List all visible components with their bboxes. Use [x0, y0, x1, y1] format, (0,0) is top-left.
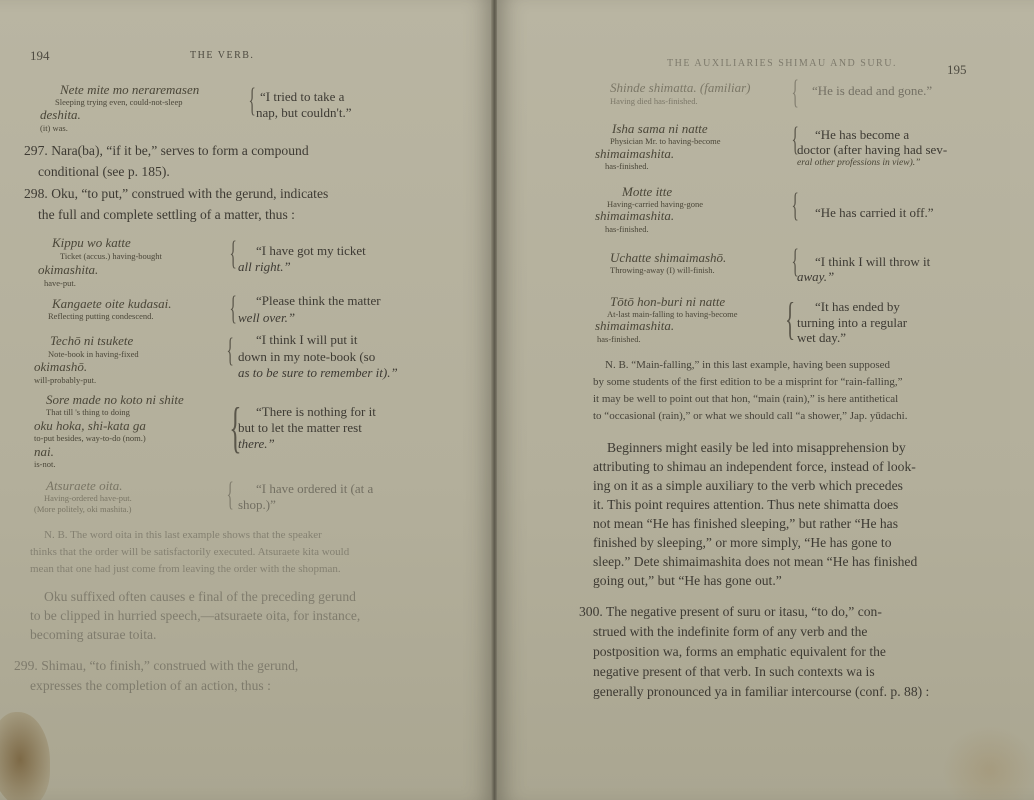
translation-line: “I have got my ticket	[256, 243, 366, 258]
gloss-line: to-put besides, way-to-do (nom.)	[34, 433, 146, 443]
japanese-line: oku hoka, shi-kata ga	[34, 418, 146, 433]
gloss-line: has-finished.	[597, 334, 641, 344]
gloss-line: Sleeping trying even, could-not-sleep	[55, 97, 183, 107]
translation-line: all right.”	[238, 259, 291, 274]
gloss-line: Having-carried having-gone	[607, 199, 704, 209]
section-300-line: negative present of that verb. In such contexts wa is	[593, 664, 875, 679]
translation-line: shop.)”	[238, 497, 276, 512]
japanese-line: Motte itte	[622, 184, 673, 199]
brace: {	[791, 121, 799, 158]
translation-line: eral other professions in view).”	[797, 158, 921, 168]
section-300-line: generally pronounced ya in familiar intercourse (conf. p. 88) :	[593, 684, 930, 699]
japanese-line: Isha sama ni natte	[612, 121, 708, 136]
water-stain	[0, 712, 50, 800]
gloss-line: has-finished.	[605, 224, 649, 234]
brace: {	[229, 397, 242, 459]
translation-line: “I think I will put it	[256, 332, 358, 347]
note-line: by some students of the first edition to be a misprint for “rain-falling,”	[593, 376, 903, 388]
translation-line: wet day.”	[797, 330, 846, 345]
gloss-line: (it) was.	[40, 123, 68, 133]
japanese-line: Atsuraete oita.	[46, 478, 123, 493]
japanese-line: Kippu wo katte	[52, 235, 131, 250]
right-page	[497, 0, 1034, 800]
gloss-line: Physician Mr. to having-become	[610, 136, 721, 146]
brace: {	[791, 243, 799, 280]
note-line: to “occasional (rain),” or what we should call “a shower,” Jap. yūdachi.	[593, 410, 908, 422]
page-number: 194	[30, 48, 50, 63]
translation-line: “I think I will throw it	[815, 254, 931, 269]
japanese-line: nai.	[34, 444, 54, 459]
gloss-line: (More politely, oki mashita.)	[34, 504, 132, 514]
translation-line: turning into a regular	[797, 315, 908, 330]
japanese-line: shimaimashita.	[595, 208, 675, 223]
translation-line: “I have ordered it (at a	[256, 481, 374, 496]
section-297-line: conditional (see p. 185).	[38, 164, 170, 179]
translation-line: “He has become a	[815, 127, 910, 142]
note-line: N. B. The word oita in this last example shows that the speaker	[44, 529, 322, 541]
section-298-line: 298. Oku, “to put,” construed with the gerund, indicates	[24, 186, 329, 201]
translation-line: away.”	[797, 269, 835, 284]
section-300-line: 300. The negative present of suru or itasu, “to do,” con-	[579, 604, 882, 619]
japanese-line: Techō ni tsukete	[50, 333, 134, 348]
note-line: mean that one had just come from leaving the order with the shopman.	[30, 563, 341, 575]
gloss-line: At-last main-falling to having-become	[607, 309, 738, 319]
beginners-paragraph-line: not mean “He has finished sleeping,” but rather “He has	[593, 516, 898, 531]
gloss-line: has-finished.	[605, 161, 649, 171]
note-line: it may be well to point out that hon, “main (rain),” is here antithetical	[593, 393, 899, 405]
translation-line: “I tried to take a	[260, 89, 345, 104]
gloss-line: Having-ordered have-put.	[44, 493, 132, 503]
japanese-line: Shinde shimatta. (familiar)	[610, 80, 751, 95]
translation-line: “There is nothing for it	[256, 404, 376, 419]
gloss-line: Ticket (accus.) having-bought	[60, 251, 162, 261]
translation-line: “He has carried it off.”	[815, 205, 934, 220]
japanese-line: shimaimashita.	[595, 318, 675, 333]
translation-line: doctor (after having had sev-	[797, 142, 948, 157]
gloss-line: Reflecting putting condescend.	[48, 311, 154, 321]
section-299-line: 299. Shimau, “to finish,” construed with the gerund,	[14, 658, 299, 673]
japanese-line: Nete mite mo neraremasen	[60, 82, 200, 97]
page-number: 195	[947, 62, 967, 77]
translation-line: but to let the matter rest	[238, 420, 362, 435]
gloss-line: will-probably-put.	[34, 375, 97, 385]
beginners-paragraph-line: ing on it as a simple auxiliary to the verb which precedes	[593, 478, 903, 493]
running-head: THE AUXILIARIES SHIMAU AND SURU.	[667, 58, 897, 69]
translation-line: “He is dead and gone.”	[812, 83, 933, 98]
left-page	[0, 0, 493, 800]
beginners-paragraph-line: going out,” but “He has gone out.”	[593, 573, 782, 588]
translation-line: as to be sure to remember it).”	[238, 365, 398, 380]
translation-line: “It has ended by	[815, 299, 900, 314]
brace: {	[248, 82, 256, 119]
beginners-paragraph-line: it. This point requires attention. Thus nete shimatta does	[593, 497, 899, 512]
section-300-line: postposition wa, forms an emphatic equivalent for the	[593, 644, 886, 659]
beginners-paragraph-line: attributing to shimau an independent force, instead of look-	[593, 459, 916, 474]
gloss-line: Note-book in having-fixed	[48, 349, 139, 359]
beginners-paragraph-line: finished by sleeping,” or more simply, “He has gone to	[593, 535, 892, 550]
japanese-line: deshita.	[40, 107, 81, 122]
japanese-line: okimashō.	[34, 359, 88, 374]
translation-line: down in my note-book (so	[238, 349, 376, 364]
section-298-line: the full and complete settling of a matter, thus :	[38, 207, 295, 222]
brace: {	[229, 235, 237, 272]
oku-paragraph-line: to be clipped in hurried speech,—atsuraete oita, for instance,	[30, 608, 361, 623]
japanese-line: okimashita.	[38, 262, 99, 277]
japanese-line: Tōtō hon-buri ni natte	[610, 294, 726, 309]
water-stain	[942, 725, 1034, 800]
note-line: thinks that the order will be satisfactorily executed. Atsuraete kita would	[30, 546, 350, 558]
gloss-line: Having died has-finished.	[610, 96, 698, 106]
translation-line: nap, but couldn't.”	[256, 105, 352, 120]
brace: {	[791, 187, 799, 224]
gloss-line: Throwing-away (I) will-finish.	[610, 265, 715, 275]
translation-line: there.”	[238, 436, 275, 451]
gloss-line: is-not.	[34, 459, 56, 469]
gloss-line: have-put.	[44, 278, 76, 288]
section-297-line: 297. Nara(ba), “if it be,” serves to form a compound	[24, 143, 309, 158]
japanese-line: shimaimashita.	[595, 146, 675, 161]
japanese-line: Kangaete oite kudasai.	[52, 296, 172, 311]
translation-line: well over.”	[238, 310, 296, 325]
section-300-line: strued with the indefinite form of any verb and the	[593, 624, 868, 639]
japanese-line: Uchatte shimaimashō.	[610, 250, 727, 265]
oku-paragraph-line: Oku suffixed often causes e final of the preceding gerund	[44, 589, 356, 604]
note-line: N. B. “Main-falling,” in this last example, having been supposed	[605, 359, 891, 371]
oku-paragraph-line: becoming atsurae toita.	[30, 627, 157, 642]
section-299-line: expresses the completion of an action, thus :	[30, 678, 271, 693]
gloss-line: That till 's thing to doing	[46, 407, 130, 417]
running-head: THE VERB.	[190, 50, 255, 61]
brace: {	[791, 74, 799, 111]
beginners-paragraph-line: Beginners might easily be led into misapprehension by	[607, 440, 906, 455]
beginners-paragraph-line: sleep.” Dete shimaimashita does not mean “He has finished	[593, 554, 918, 569]
translation-line: “Please think the matter	[256, 293, 381, 308]
brace: {	[226, 476, 234, 513]
brace: {	[226, 332, 234, 369]
japanese-line: Sore made no koto ni shite	[46, 392, 184, 407]
brace: {	[785, 293, 796, 344]
brace: {	[229, 290, 237, 327]
